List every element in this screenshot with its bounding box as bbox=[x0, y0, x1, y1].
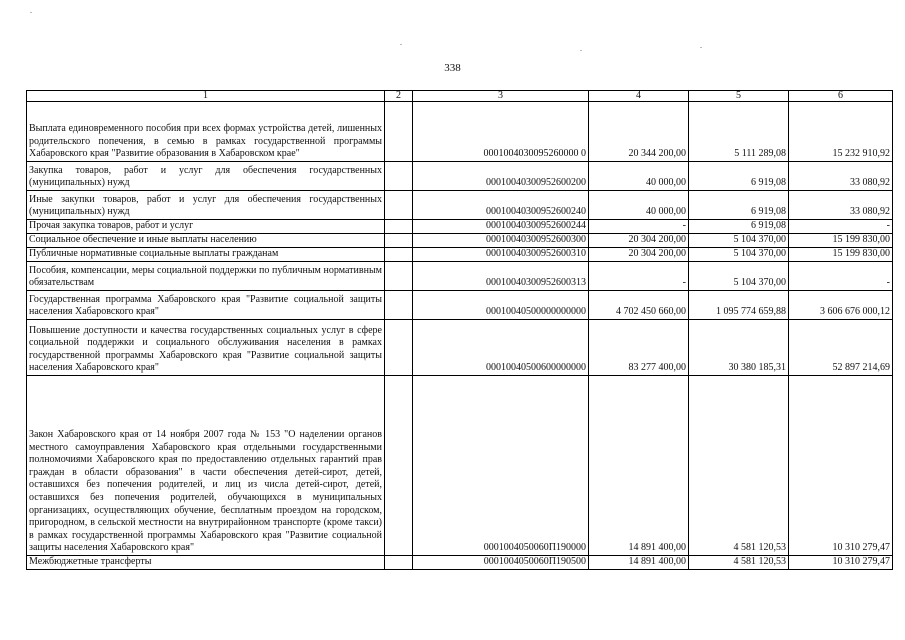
scan-speck bbox=[30, 12, 32, 13]
row-value-4: - bbox=[589, 262, 689, 291]
scan-speck bbox=[700, 47, 702, 48]
row-value-5: 6 919,08 bbox=[689, 191, 789, 220]
table-row bbox=[27, 191, 893, 220]
row-value-5: 6 919,08 bbox=[689, 162, 789, 191]
row-name: Пособия, компенсации, меры социальной поддержки по публичным нормативным обязательствам bbox=[27, 262, 385, 291]
row-value-4: 4 702 450 660,00 bbox=[589, 291, 689, 320]
row-value-6: 15 199 830,00 bbox=[789, 248, 893, 262]
row-value-5: 5 104 370,00 bbox=[689, 248, 789, 262]
row-col2 bbox=[385, 376, 413, 556]
row-name: Государственная программа Хабаровского края "Развитие социальной защиты населения Хабаровского края" bbox=[27, 291, 385, 320]
row-name: Межбюджетные трансферты bbox=[27, 556, 385, 570]
table-row bbox=[27, 248, 893, 262]
row-col2 bbox=[385, 320, 413, 376]
table-row bbox=[27, 102, 893, 162]
row-value-5: 4 581 120,53 bbox=[689, 556, 789, 570]
row-value-5: 30 380 185,31 bbox=[689, 320, 789, 376]
column-header-6: 6 bbox=[789, 91, 893, 102]
row-value-5: 5 111 289,08 bbox=[689, 102, 789, 162]
row-col2 bbox=[385, 162, 413, 191]
row-value-4: 20 304 200,00 bbox=[589, 234, 689, 248]
table-row bbox=[27, 320, 893, 376]
column-header-5: 5 bbox=[689, 91, 789, 102]
column-header-3: 3 bbox=[413, 91, 589, 102]
table-row bbox=[27, 291, 893, 320]
table-row bbox=[27, 220, 893, 234]
row-name: Выплата единовременного пособия при всех формах устройства детей, лишенных родительского попечения, в семью в рамках государственной программы Хабаровского края "Развитие образования в Хабаровском крае" bbox=[27, 102, 385, 162]
scan-speck bbox=[580, 50, 582, 51]
row-value-6: 3 606 676 000,12 bbox=[789, 291, 893, 320]
row-code: 00010040300952600200 bbox=[413, 162, 589, 191]
row-code: 00010040300952600310 bbox=[413, 248, 589, 262]
row-value-5: 5 104 370,00 bbox=[689, 262, 789, 291]
row-code: 00010040300952600300 bbox=[413, 234, 589, 248]
row-value-6: - bbox=[789, 220, 893, 234]
row-col2 bbox=[385, 220, 413, 234]
row-col2 bbox=[385, 291, 413, 320]
row-code: 00010040300952600244 bbox=[413, 220, 589, 234]
table-row bbox=[27, 234, 893, 248]
row-col2 bbox=[385, 556, 413, 570]
row-value-6: 15 199 830,00 bbox=[789, 234, 893, 248]
row-code: 00010040300952600313 bbox=[413, 262, 589, 291]
column-header-2: 2 bbox=[385, 91, 413, 102]
row-col2 bbox=[385, 262, 413, 291]
table-row bbox=[27, 376, 893, 556]
budget-execution-table bbox=[26, 90, 893, 570]
row-value-6: 15 232 910,92 bbox=[789, 102, 893, 162]
row-value-6: 10 310 279,47 bbox=[789, 556, 893, 570]
row-value-5: 5 104 370,00 bbox=[689, 234, 789, 248]
row-value-6: 33 080,92 bbox=[789, 162, 893, 191]
row-col2 bbox=[385, 102, 413, 162]
row-value-4: 40 000,00 bbox=[589, 191, 689, 220]
row-name: Иные закупки товаров, работ и услуг для обеспечения государственных (муниципальных) нужд bbox=[27, 191, 385, 220]
table-row bbox=[27, 556, 893, 570]
row-col2 bbox=[385, 234, 413, 248]
row-value-5: 4 581 120,53 bbox=[689, 376, 789, 556]
row-value-4: 14 891 400,00 bbox=[589, 376, 689, 556]
row-code: 00010040500600000000 bbox=[413, 320, 589, 376]
page-number: 338 bbox=[444, 62, 461, 74]
row-value-4: 40 000,00 bbox=[589, 162, 689, 191]
row-col2 bbox=[385, 191, 413, 220]
row-value-6: - bbox=[789, 262, 893, 291]
row-code: 0001004050060П190500 bbox=[413, 556, 589, 570]
row-col2 bbox=[385, 248, 413, 262]
row-value-6: 52 897 214,69 bbox=[789, 320, 893, 376]
table-row bbox=[27, 262, 893, 291]
row-value-6: 33 080,92 bbox=[789, 191, 893, 220]
row-code: 0001004050060П190000 bbox=[413, 376, 589, 556]
scan-speck bbox=[400, 44, 402, 45]
row-value-4: 20 344 200,00 bbox=[589, 102, 689, 162]
row-name: Повышение доступности и качества государственных социальных услуг в сфере социальной поддержки и социального обслуживания населения в рамках государственной программы Хабаровского края "Развитие социальной защиты населения Хабаровского края" bbox=[27, 320, 385, 376]
row-code: 00010040300952600240 bbox=[413, 191, 589, 220]
column-header-1: 1 bbox=[27, 91, 385, 102]
row-value-4: - bbox=[589, 220, 689, 234]
row-value-6: 10 310 279,47 bbox=[789, 376, 893, 556]
row-code: 0001004030095260000 0 bbox=[413, 102, 589, 162]
row-value-5: 6 919,08 bbox=[689, 220, 789, 234]
column-header-4: 4 bbox=[589, 91, 689, 102]
row-name: Закон Хабаровского края от 14 ноября 2007 года № 153 "О наделении органов местного самоуправления Хабаровского края отдельными государственными полномочиями Хабаровского края по предоставлению отдельных гарантий прав граждан в области образования" в части обеспечения детей-сирот, детей, оставшихся без попечения родителей, и лиц из числа детей-сирот, детей, оставшихся без попечения родителей, обучающихся в муниципальных организациях, осуществляющих обучение, бесплатным проездом на городском, пригородном, в сельской местности на внутрирайонном транспорте (кроме такси) в рамках государственной программы Хабаровского края "Развитие социальной защиты населения Хабаровского края" bbox=[27, 376, 385, 556]
table-row bbox=[27, 162, 893, 191]
header-row bbox=[27, 91, 893, 102]
row-value-5: 1 095 774 659,88 bbox=[689, 291, 789, 320]
row-name: Публичные нормативные социальные выплаты гражданам bbox=[27, 248, 385, 262]
row-name: Прочая закупка товаров, работ и услуг bbox=[27, 220, 385, 234]
row-code: 00010040500000000000 bbox=[413, 291, 589, 320]
row-value-4: 20 304 200,00 bbox=[589, 248, 689, 262]
row-value-4: 83 277 400,00 bbox=[589, 320, 689, 376]
row-name: Закупка товаров, работ и услуг для обеспечения государственных (муниципальных) нужд bbox=[27, 162, 385, 191]
row-value-4: 14 891 400,00 bbox=[589, 556, 689, 570]
row-name: Социальное обеспечение и иные выплаты населению bbox=[27, 234, 385, 248]
